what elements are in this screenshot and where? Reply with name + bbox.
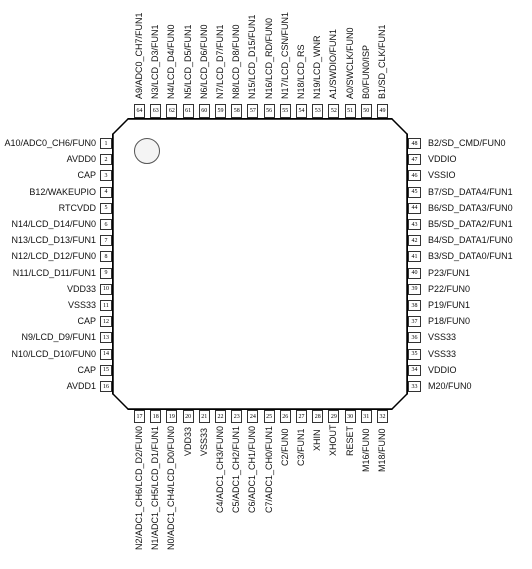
pin-number: 3 bbox=[100, 170, 112, 181]
pin-number: 10 bbox=[100, 284, 112, 295]
pin-label: N7/LCD_D7/FUN1 bbox=[215, 24, 225, 99]
pin-label: CAP bbox=[77, 316, 96, 327]
pin-number: 29 bbox=[328, 410, 339, 423]
pin-label: M20/FUN0 bbox=[428, 381, 472, 391]
pin-label: VSS33 bbox=[428, 332, 457, 343]
pin-number: 4 bbox=[100, 187, 112, 198]
pin-number: 30 bbox=[345, 410, 356, 423]
pin-label: VDD33 bbox=[66, 283, 96, 294]
chip-body bbox=[112, 118, 408, 410]
pin-label: N8/LCD_D8/FUN0 bbox=[231, 24, 242, 99]
pin-label: N11/LCD_D11/FUN1 bbox=[12, 267, 96, 278]
pin-label: C7/ADC1_CH0/FUN1 bbox=[263, 426, 274, 514]
pin-number: 45 bbox=[408, 187, 421, 198]
pin-number: 12 bbox=[100, 316, 112, 327]
pin-label: C5/ADC1_CH2/FUN1 bbox=[231, 426, 242, 514]
pin-number: 63 bbox=[150, 104, 161, 118]
pin-label: N15/LCD_D15/FUN1 bbox=[247, 14, 258, 99]
pin-label: N19/LCD_WNR bbox=[312, 35, 323, 99]
pin-label: B0/FUN0/ISP bbox=[360, 44, 371, 99]
pin-number: 34 bbox=[408, 365, 421, 376]
pin-label: N5/LCD_D5/FUN1 bbox=[182, 24, 193, 99]
pin-label: VDD33 bbox=[182, 426, 193, 456]
pin-number: 36 bbox=[408, 332, 421, 343]
pin-label: B5/SD_DATA2/FUN1 bbox=[428, 219, 513, 229]
pin-label: C6/ADC1_CH1/FUN0 bbox=[247, 426, 258, 514]
pin-number: 56 bbox=[264, 104, 275, 118]
pin-label: A0/SWCLK/FUN0 bbox=[344, 27, 355, 99]
pin-label: C2/FUN0 bbox=[279, 428, 290, 467]
pin-number: 43 bbox=[408, 219, 421, 230]
pin-number: 6 bbox=[100, 219, 112, 230]
pin-number: 59 bbox=[215, 104, 226, 118]
pin-number: 32 bbox=[377, 410, 388, 423]
pin-number: 39 bbox=[408, 284, 421, 295]
pin-number: 26 bbox=[280, 410, 291, 423]
pin-number: 21 bbox=[199, 410, 210, 423]
pin-number: 54 bbox=[296, 104, 307, 118]
pin-label: B2/SD_CMD/FUN0 bbox=[428, 138, 506, 148]
pin-label: XHOUT bbox=[328, 424, 339, 456]
pin-label: VDDIO bbox=[428, 154, 457, 165]
pin-label: C4/ADC1_CH3/FUN0 bbox=[215, 426, 225, 514]
pin-label: RTCVDD bbox=[58, 202, 96, 213]
pin-number: 48 bbox=[408, 138, 421, 149]
pin-number: 62 bbox=[166, 104, 177, 118]
pin-number: 25 bbox=[264, 410, 275, 423]
pin-label: N13/LCD_D13/FUN1 bbox=[11, 235, 96, 246]
pin-label: VSS33 bbox=[198, 427, 209, 456]
pin-label: AVDD1 bbox=[66, 381, 96, 391]
pin-number: 47 bbox=[408, 154, 421, 165]
pin-number: 19 bbox=[166, 410, 177, 423]
pin1-marker bbox=[134, 138, 160, 164]
pin-label: P23/FUN1 bbox=[428, 267, 471, 278]
pin-label: A9/ADC0_CH7/FUN1 bbox=[134, 12, 144, 99]
pin-number: 50 bbox=[361, 104, 372, 118]
pin-label: A10/ADC0_CH6/FUN0 bbox=[4, 138, 96, 148]
pin-label: N6/LCD_D6/FUN0 bbox=[198, 24, 209, 99]
pin-label: VSS33 bbox=[67, 300, 96, 310]
pin-number: 23 bbox=[231, 410, 242, 423]
pin-label: P22/FUN0 bbox=[428, 283, 471, 294]
pin-label: N9/LCD_D9/FUN1 bbox=[21, 332, 96, 343]
pin-label: N12/LCD_D12/FUN0 bbox=[11, 251, 96, 262]
pin-number: 60 bbox=[199, 104, 210, 118]
pin-number: 28 bbox=[312, 410, 323, 423]
pin-label: N2/ADC1_CH6/LCD_D2/FUN0 bbox=[134, 425, 144, 550]
pin-label: B1/SD_CLK/FUN1 bbox=[377, 24, 387, 99]
pin-number: 24 bbox=[247, 410, 258, 423]
pin-number: 38 bbox=[408, 300, 421, 311]
pin-label: N4/LCD_D4/FUN0 bbox=[166, 24, 177, 99]
pin-label: XHIN bbox=[312, 429, 323, 451]
pin-label: RESET bbox=[344, 425, 355, 456]
pin-label: N0/ADC1_CH4/LCD_D0/FUN0 bbox=[166, 425, 177, 550]
pin-number: 22 bbox=[215, 410, 226, 423]
pin-number: 11 bbox=[100, 300, 112, 311]
pin-number: 49 bbox=[377, 104, 388, 118]
pin-label: CAP bbox=[77, 170, 96, 181]
pin-label: N1/ADC1_CH5/LCD_D1/FUN1 bbox=[150, 425, 161, 550]
pin-number: 5 bbox=[100, 203, 112, 214]
pin-number: 52 bbox=[328, 104, 339, 118]
pin-label: A1/SWDIO/FUN1 bbox=[328, 28, 339, 99]
pin-label: M16/FUN0 bbox=[360, 428, 371, 472]
pin-label: N17/LCD_CSN/FUN1 bbox=[279, 11, 290, 99]
pin-number: 16 bbox=[100, 381, 112, 392]
pin-label: B6/SD_DATA3/FUN0 bbox=[428, 202, 513, 213]
pin-number: 41 bbox=[408, 251, 421, 262]
pin-label: P18/FUN0 bbox=[428, 316, 471, 327]
pin-label: B4/SD_DATA1/FUN0 bbox=[428, 235, 513, 246]
pin-number: 44 bbox=[408, 203, 421, 214]
pin-label: N3/LCD_D3/FUN1 bbox=[150, 24, 161, 99]
pin-number: 18 bbox=[150, 410, 161, 423]
pin-label: AVDD0 bbox=[66, 154, 96, 165]
pin-number: 27 bbox=[296, 410, 307, 423]
pin-label: M18/FUN0 bbox=[377, 428, 387, 472]
pin-label: N18/LCD_RS bbox=[296, 44, 306, 99]
pin-label: CAP bbox=[77, 364, 96, 375]
pin-number: 2 bbox=[100, 154, 112, 165]
pin-label: N10/LCD_D10/FUN0 bbox=[11, 348, 96, 359]
pin-number: 55 bbox=[280, 104, 291, 118]
pin-number: 64 bbox=[134, 104, 145, 118]
pin-number: 9 bbox=[100, 268, 112, 279]
pin-label: VSS33 bbox=[428, 348, 457, 359]
pin-number: 61 bbox=[183, 104, 194, 118]
pin-label: B12/WAKEUPIO bbox=[29, 186, 96, 197]
pin-number: 53 bbox=[312, 104, 323, 118]
pin-number: 31 bbox=[361, 410, 372, 423]
pin-number: 40 bbox=[408, 268, 421, 279]
pin-number: 13 bbox=[100, 332, 112, 343]
pin-number: 51 bbox=[345, 104, 356, 118]
pin-number: 33 bbox=[408, 381, 421, 392]
pin-number: 15 bbox=[100, 365, 112, 376]
pin-label: C3/FUN1 bbox=[296, 428, 306, 467]
pin-label: VSSIO bbox=[428, 170, 456, 181]
pin-number: 8 bbox=[100, 251, 112, 262]
pin-number: 1 bbox=[100, 138, 112, 149]
pin-label: B3/SD_DATA0/FUN1 bbox=[428, 251, 513, 262]
pin-label: B7/SD_DATA4/FUN1 bbox=[428, 186, 513, 197]
pin-number: 17 bbox=[134, 410, 145, 423]
pin-number: 7 bbox=[100, 235, 112, 246]
pin-label: VDDIO bbox=[428, 364, 457, 375]
pin-label: N16/LCD_RD/FUN0 bbox=[263, 17, 274, 99]
pin-number: 57 bbox=[247, 104, 258, 118]
pin-number: 37 bbox=[408, 316, 421, 327]
pin-label: P19/FUN1 bbox=[428, 300, 471, 310]
pin-number: 20 bbox=[183, 410, 194, 423]
pin-number: 46 bbox=[408, 170, 421, 181]
pin-number: 58 bbox=[231, 104, 242, 118]
pin-number: 42 bbox=[408, 235, 421, 246]
pin-label: N14/LCD_D14/FUN0 bbox=[11, 219, 96, 229]
pin-number: 14 bbox=[100, 349, 112, 360]
pin-number: 35 bbox=[408, 349, 421, 360]
